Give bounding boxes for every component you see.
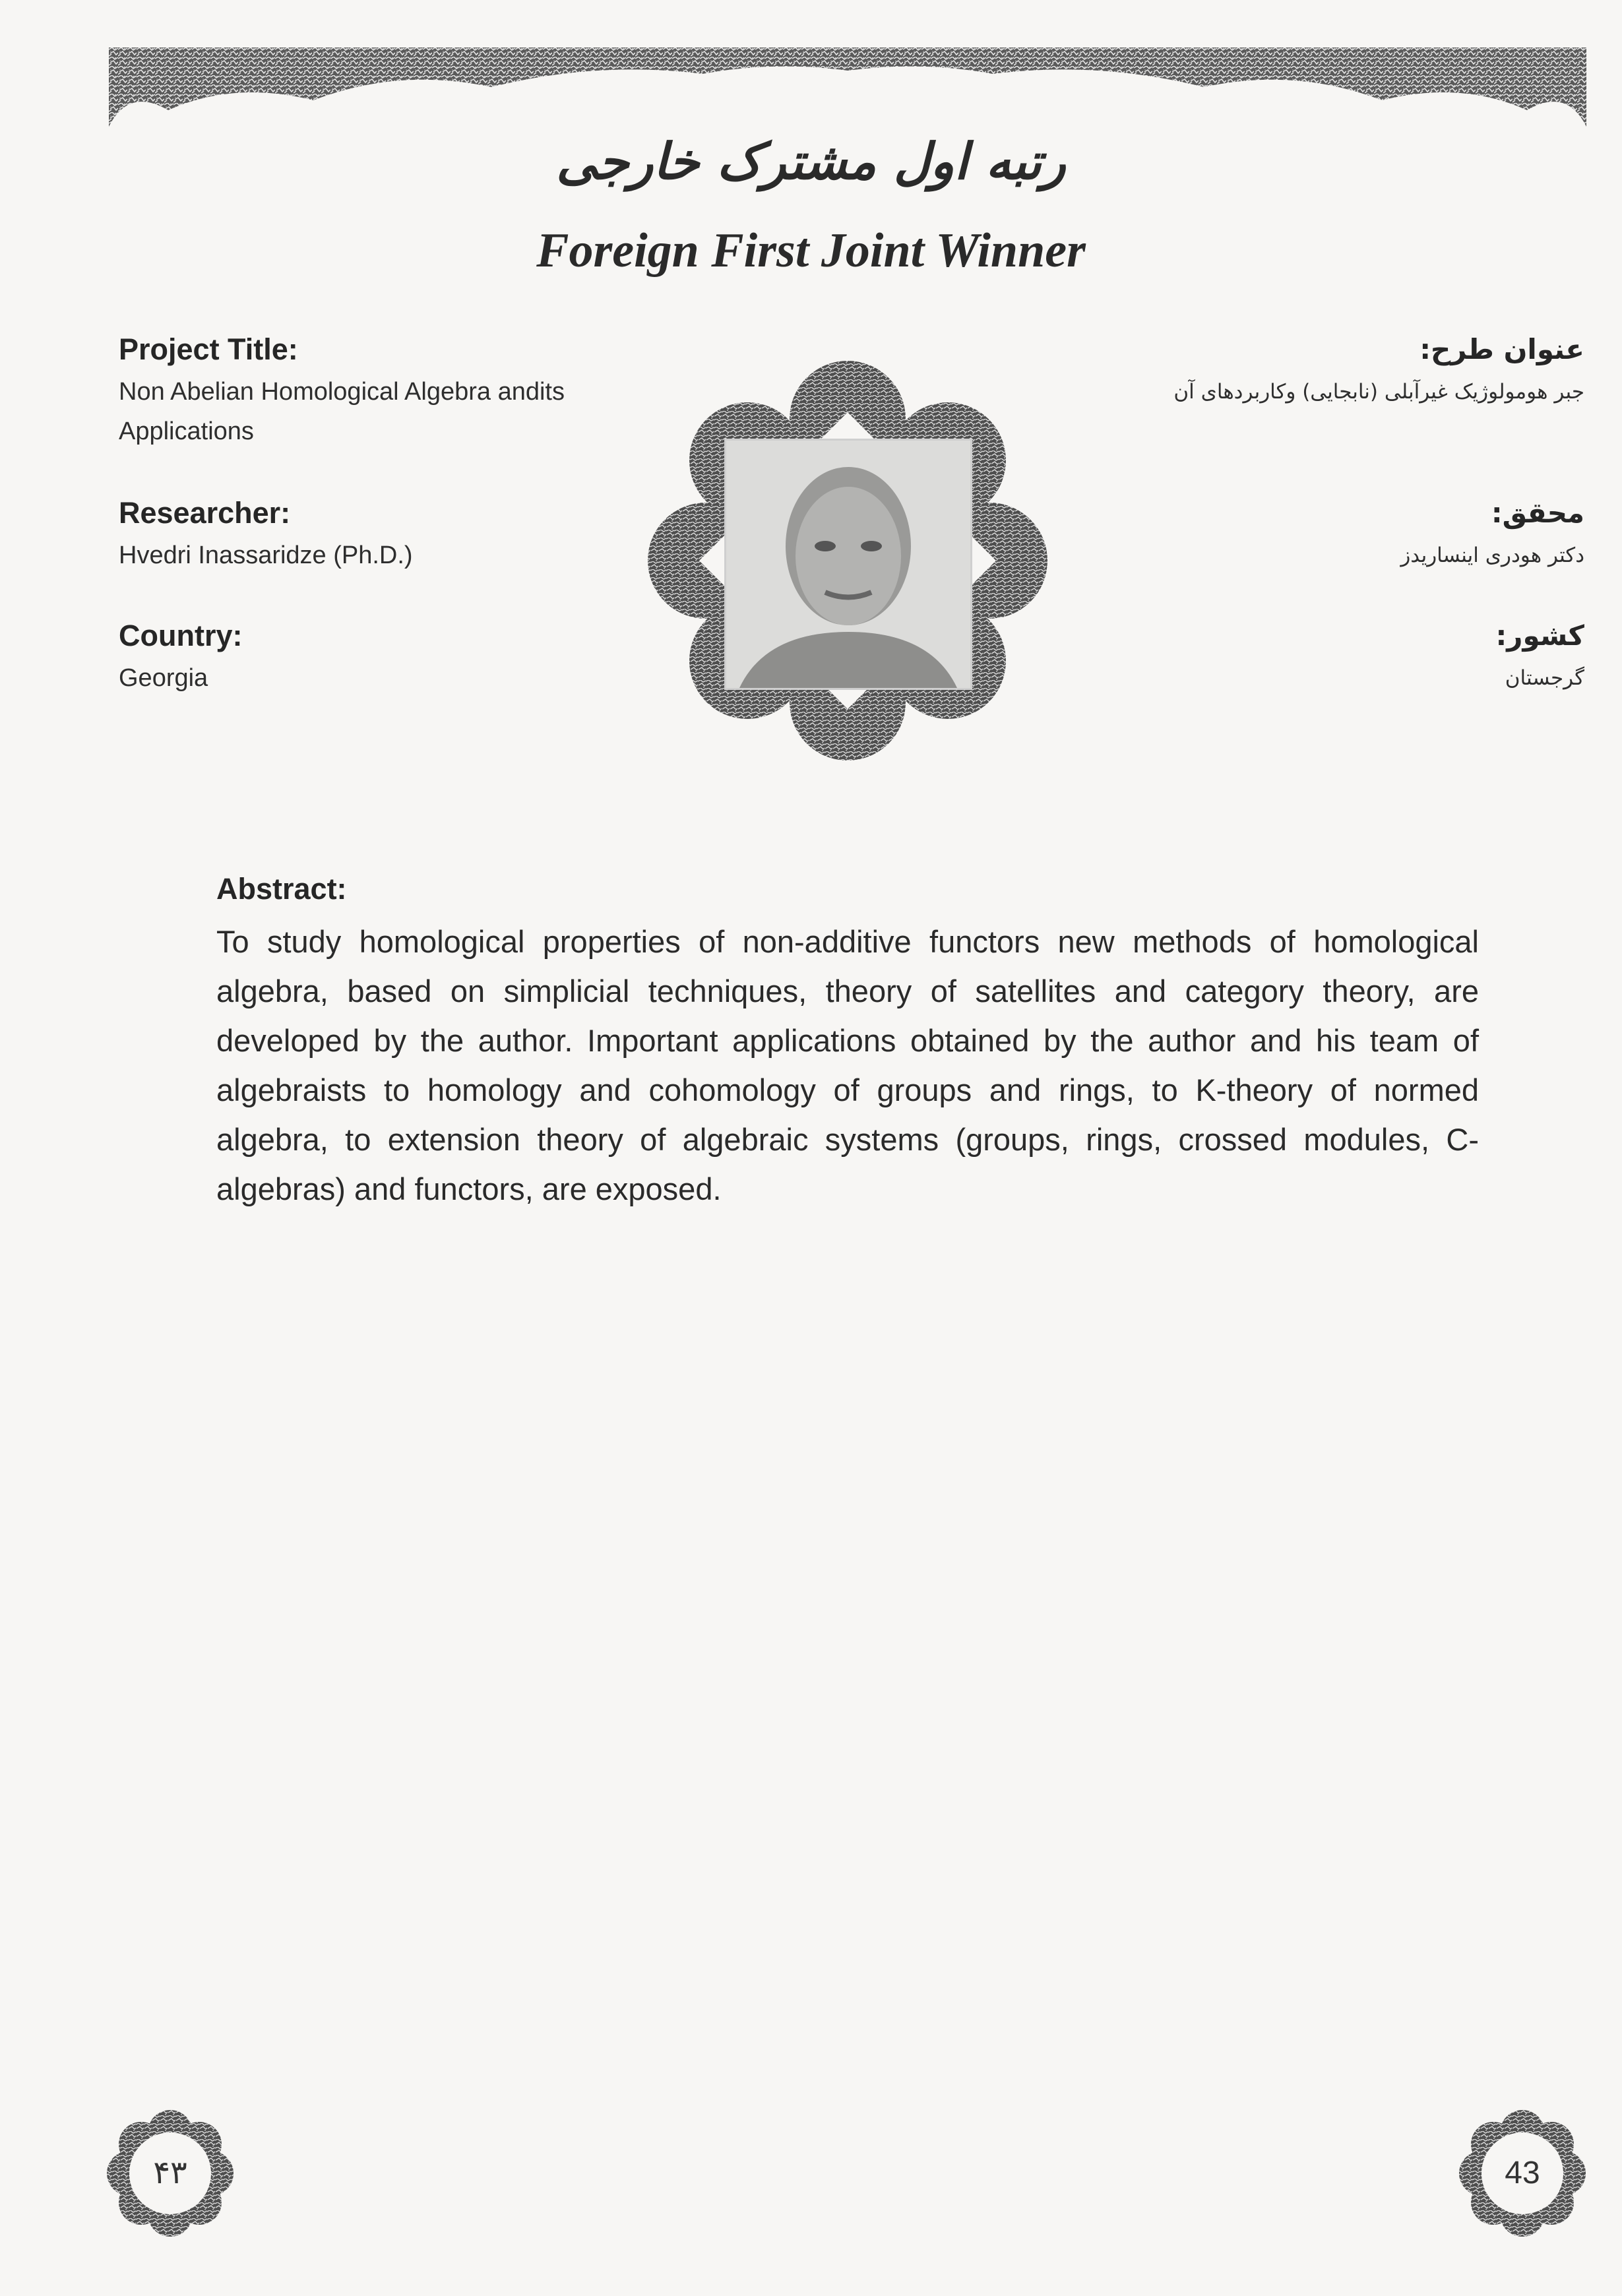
abstract-text: To study homological properties of non-additive functors new methods of homological algebra, based on simplicial techniques, theory of satellites and category theory, are developed by the author. Important applications obtained by the author and his team of algebraists to homology and cohomology of groups and rings, to K-theory of normed algebra, to extension theory of algebraic systems (groups, rings, crossed modules, C-algebras) and functors, are exposed. [216, 924, 1479, 1206]
researcher-portrait [724, 439, 972, 690]
country-value: Georgia [119, 664, 208, 692]
page-number-left [104, 2107, 236, 2239]
country-section [119, 616, 646, 698]
researcher-label: Researcher: [119, 496, 291, 530]
persian-title: رتبه اول مشترک خارجی [556, 132, 1066, 191]
project-title-fa-label: عنوان طرح: [1419, 333, 1584, 365]
page-number-right [1456, 2107, 1588, 2239]
country-fa-section [1057, 616, 1584, 698]
english-info-column [119, 330, 646, 698]
researcher-fa-label: محقق: [1491, 497, 1584, 529]
country-fa-label: کشور: [1495, 619, 1584, 652]
page-number-en: 43 [1505, 2156, 1540, 2190]
researcher-fa-section [1057, 493, 1584, 616]
project-title-label: Project Title: [119, 332, 298, 366]
page-number-fa: ۴۳ [153, 2156, 187, 2190]
project-title-section [119, 330, 646, 493]
researcher-fa-value: دکتر هودری اینساریدز [1400, 543, 1584, 567]
english-title: Foreign First Joint Winner [536, 224, 1086, 278]
abstract-label: Abstract: [216, 872, 347, 906]
abstract-section [216, 869, 1479, 1214]
country-label: Country: [119, 619, 243, 652]
project-title-fa-section [1057, 330, 1584, 493]
country-fa-value: گرجستان [1505, 666, 1584, 690]
portrait-figure-icon [726, 441, 970, 688]
project-title-fa-value: جبر هومولوژیک غیرآبلی (نابجایی) وکاربردهای آن [1173, 380, 1584, 404]
ornamental-banner [109, 47, 1586, 133]
project-title-value-line1: Non Abelian Homological Algebra andits [119, 378, 565, 406]
persian-info-column [1057, 330, 1584, 698]
researcher-value: Hvedri Inassaridze (Ph.D.) [119, 542, 413, 569]
project-title-value-line2: Applications [119, 418, 254, 445]
researcher-section [119, 493, 646, 616]
